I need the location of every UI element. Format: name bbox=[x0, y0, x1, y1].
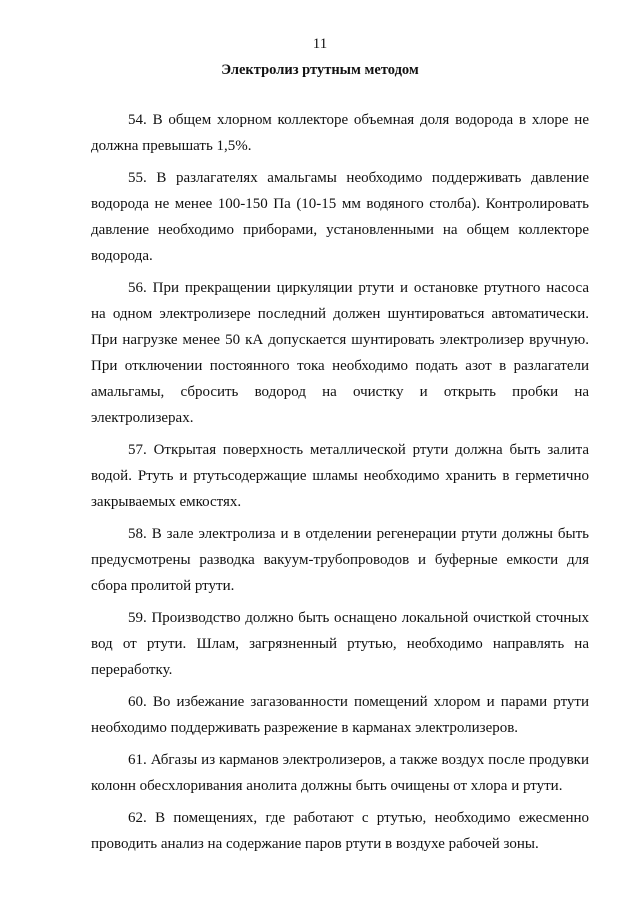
paragraph-number: 56. bbox=[128, 280, 147, 296]
paragraph-text: В общем хлорном коллекторе объемная доля водорода в хлоре не должна превышать 1,5%. bbox=[91, 112, 589, 154]
paragraph-text: В зале электролиза и в отделении регенерации ртути должны быть предусмотрены разводка вакуум-трубопроводов и буферные емкости для сбора пролитой ртути. bbox=[91, 526, 589, 594]
paragraph-text: Производство должно быть оснащено локальной очисткой сточных вод от ртути. Шлам, загрязненный ртутью, необходимо направлять на переработку. bbox=[91, 610, 590, 678]
paragraph-60 bbox=[91, 689, 589, 741]
paragraph-62 bbox=[91, 805, 589, 857]
paragraph-text: В разлагателях амальгамы необходимо поддерживать давление водорода не менее 100-150 Па (10-15 мм водяного столба). Контролировать давление необходимо приборами, установленными на общем коллекторе водорода. bbox=[91, 170, 589, 264]
paragraph-57 bbox=[91, 437, 589, 515]
paragraph-text: В помещениях, где работают с ртутью, необходимо ежесменно проводить анализ на содержание паров ртути в воздухе рабочей зоны. bbox=[91, 810, 590, 852]
paragraph-58 bbox=[91, 521, 589, 599]
paragraph-number: 55. bbox=[128, 170, 147, 186]
paragraph-61 bbox=[91, 747, 589, 799]
paragraph-55 bbox=[91, 165, 589, 269]
paragraph-number: 57. bbox=[128, 442, 147, 458]
paragraph-number: 60. bbox=[128, 694, 147, 710]
paragraph-54 bbox=[91, 107, 589, 159]
paragraph-number: 58. bbox=[128, 526, 147, 542]
paragraph-number: 62. bbox=[128, 810, 147, 826]
paragraph-56 bbox=[91, 275, 589, 431]
paragraph-text: Во избежание загазованности помещений хлором и парами ртути необходимо поддерживать разрежение в карманах электролизеров. bbox=[91, 694, 590, 736]
page-number: 11 bbox=[312, 36, 328, 52]
paragraph-text: При прекращении циркуляции ртути и остановке ртутного насоса на одном электролизере последний должен шунтироваться автоматически. При нагрузке менее 50 кА допускается шунтировать электролизер вручную. При отключении постоянного тока необходимо подать азот в разлагатели амальгамы, сбросить водород на очистку и открыть пробки на электролизерах. bbox=[91, 280, 589, 426]
paragraph-text: Абгазы из карманов электролизеров, а также воздух после продувки колонн обесхлоривания анолита должны быть очищены от хлора и ртути. bbox=[91, 752, 590, 794]
paragraph-number: 54. bbox=[128, 112, 147, 128]
paragraph-text: Открытая поверхность металлической ртути должна быть залита водой. Ртуть и ртутьсодержащие шламы необходимо хранить в герметично закрываемых емкостях. bbox=[91, 442, 589, 510]
section-title: Электролиз ртутным методом bbox=[221, 62, 419, 78]
paragraph-number: 61. bbox=[128, 752, 147, 768]
paragraph-number: 59. bbox=[128, 610, 147, 626]
document-body bbox=[91, 107, 589, 863]
paragraph-59 bbox=[91, 605, 589, 683]
